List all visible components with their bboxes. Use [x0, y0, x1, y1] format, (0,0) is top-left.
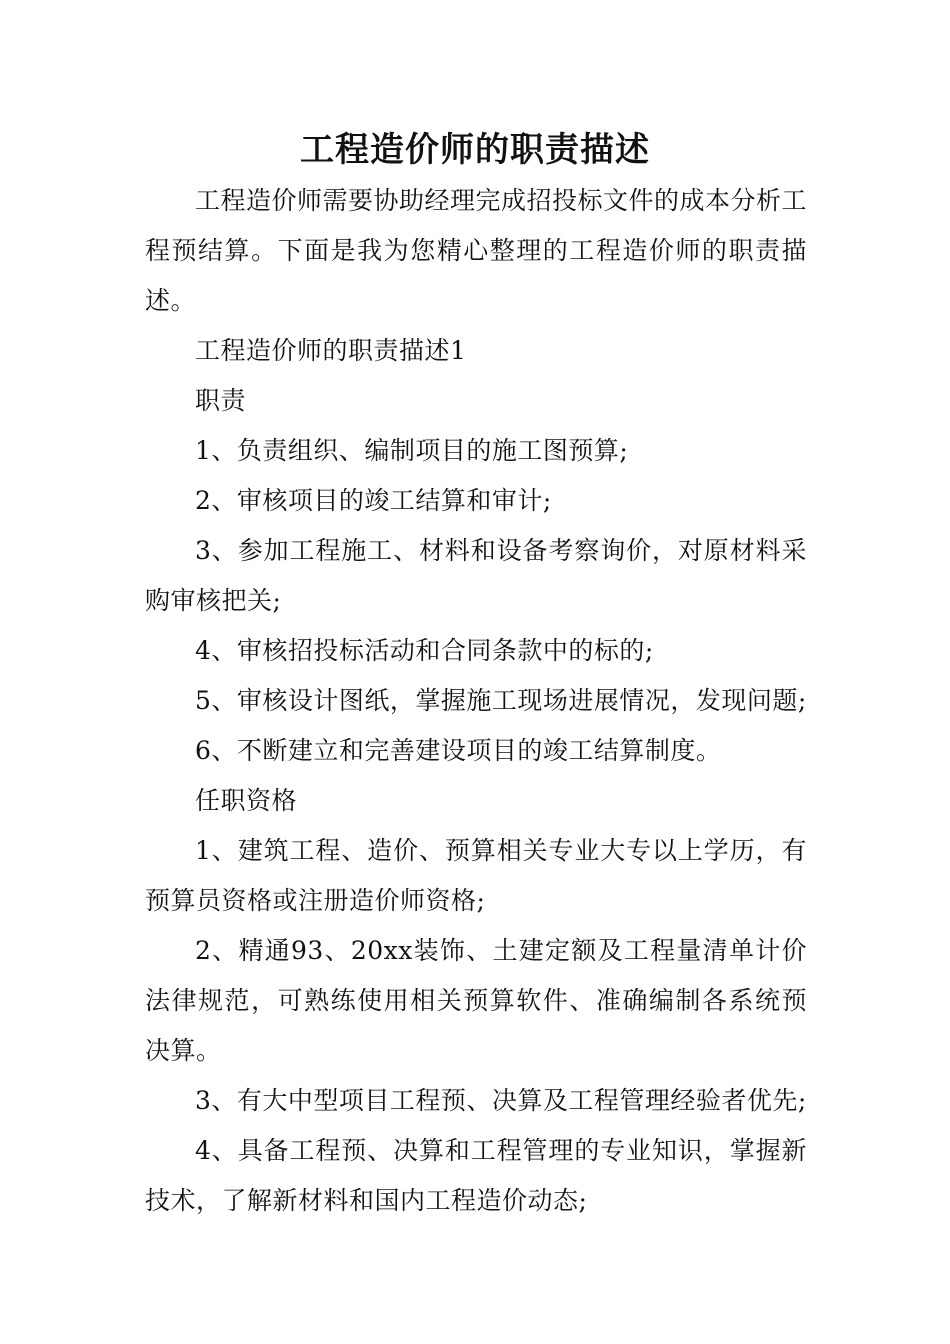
duty-item: 2、审核项目的竣工结算和审计; [195, 486, 552, 515]
duty-item: 4、审核招投标活动和合同条款中的标的; [195, 636, 654, 665]
duty-item: 6、不断建立和完善建设项目的竣工结算制度。 [195, 736, 722, 765]
subsection-heading-duties: 职责 [195, 386, 247, 415]
duty-item: 1、负责组织、编制项目的施工图预算; [195, 436, 629, 465]
subsection-heading-qualifications: 任职资格 [195, 786, 298, 815]
qualification-item: 3、有大中型项目工程预、决算及工程管理经验者优先; [195, 1086, 807, 1115]
document-body [145, 176, 807, 1226]
qualification-item: 2、精通93、20xx装饰、土建定额及工程量清单计价法律规范，可熟练使用相关预算软件、准确编制各系统预决算。 [145, 936, 807, 1065]
qualification-item: 1、建筑工程、造价、预算相关专业大专以上学历，有预算员资格或注册造价师资格; [145, 836, 807, 915]
section-heading: 工程造价师的职责描述1 [195, 336, 467, 365]
duty-item: 3、参加工程施工、材料和设备考察询价，对原材料采购审核把关; [145, 536, 807, 615]
qualification-item: 4、具备工程预、决算和工程管理的专业知识，掌握新技术，了解新材料和国内工程造价动态; [145, 1136, 807, 1215]
intro-paragraph: 工程造价师需要协助经理完成招投标文件的成本分析工程预结算。下面是我为您精心整理的工程造价师的职责描述。 [145, 186, 808, 315]
duty-item: 5、审核设计图纸，掌握施工现场进展情况，发现问题; [195, 686, 807, 715]
document-title: 工程造价师的职责描述 [300, 130, 650, 170]
